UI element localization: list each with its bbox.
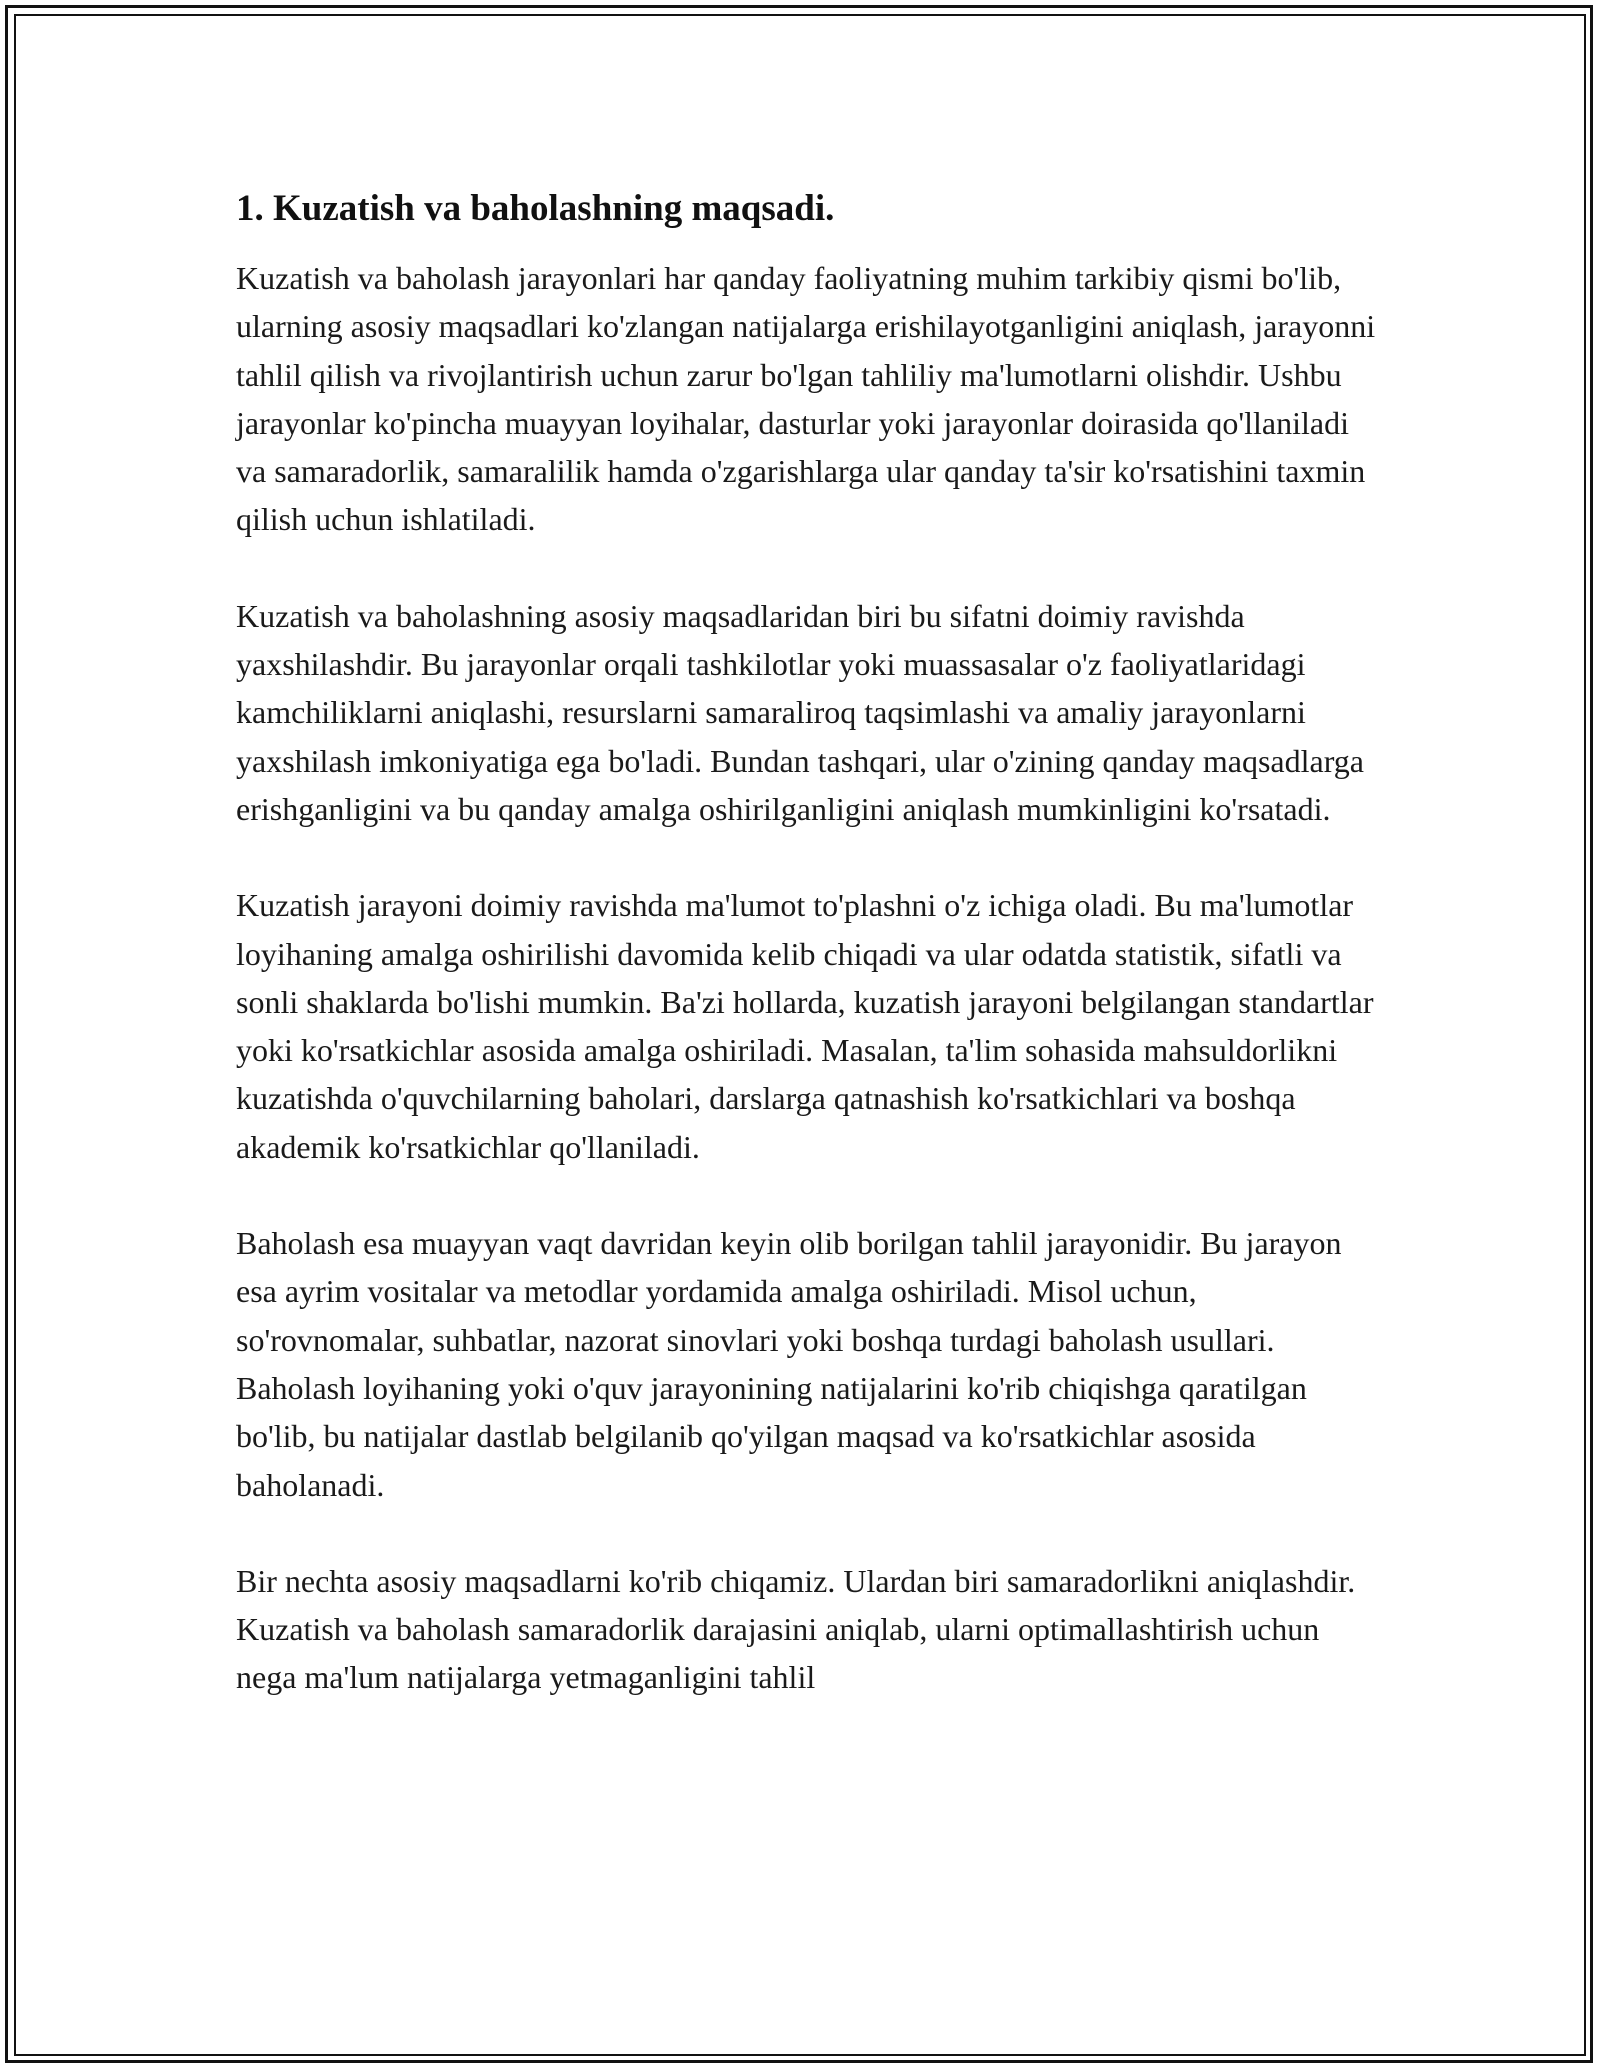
paragraph-5: Bir nechta asosiy maqsadlarni ko'rib chiqamiz. Ulardan biri samaradorlikni aniqlashdir. Kuzatish va baholash samaradorlik darajasini aniqlab, ularni optimallashtirish uchun nega ma'lum natijalarga yetmaganligini tahlil [236,1562,1356,1696]
paragraph-2: Kuzatish va baholashning asosiy maqsadlaridan biri bu sifatni doimiy ravishda yaxshilashdir. Bu jarayonlar orqali tashkilotlar yoki muassasalar o'z faoliyatlaridagi kamchiliklarni aniqlashi, resurslarni samaraliroq taqsimlashi va amaliy jarayonlarni yaxshilash imkoniyatiga ega bo'ladi. Bundan tashqari, ular o'zining qanday maqsadlarga erishganligini va bu qanday amalga oshirilganligini aniqlash mumkinligini ko'rsatadi. [236,597,1364,827]
paragraph-3: Kuzatish jarayoni doimiy ravishda ma'lumot to'plashni o'z ichiga oladi. Bu ma'lumotlar loyihaning amalga oshirilishi davomida kelib chiqadi va ular odatda statistik, sifatli va sonli shaklarda bo'lishi mumkin. Ba'zi hollarda, kuzatish jarayoni belgilangan standartlar yoki ko'rsatkichlar asosida amalga oshiriladi. Masalan, ta'lim sohasida mahsuldorlikni kuzatishda o'quvchilarning baholari, darslarga qatnashish ko'rsatkichlari va boshqa akademik ko'rsatkichlar qo'llaniladi. [236,887,1374,1165]
paragraph-4: Baholash esa muayyan vaqt davridan keyin olib borilgan tahlil jarayonidir. Bu jarayon esa ayrim vositalar va metodlar yordamida amalga oshiriladi. Misol uchun, so'rovnomalar, suhbatlar, nazorat sinovlari yoki boshqa turdagi baholash usullari. Baholash loyihaning yoki o'quv jarayonining natijalarini ko'rib chiqishga qaratilgan bo'lib, bu natijalar dastlab belgilanib qo'yilgan maqsad va ko'rsatkichlar asosida baholanadi. [236,1225,1342,1503]
section-heading: 1. Kuzatish va baholashning maqsadi. [236,188,835,229]
paragraph-1: Kuzatish va baholash jarayonlari har qanday faoliyatning muhim tarkibiy qismi bo'lib, ularning asosiy maqsadlari ko'zlangan natijalarga erishilayotganligini aniqlash, jarayonni tahlil qilish va rivojlantirish uchun zarur bo'lgan tahliliy ma'lumotlarni olishdir. Ushbu jarayonlar ko'pincha muayyan loyihalar, dasturlar yoki jarayonlar doirasida qo'llaniladi va samaradorlik, samaralilik hamda o'zgarishlarga ular qanday ta'sir ko'rsatishini taxmin qilish uchun ishlatiladi. [236,260,1376,538]
document-body [236,186,1376,1750]
